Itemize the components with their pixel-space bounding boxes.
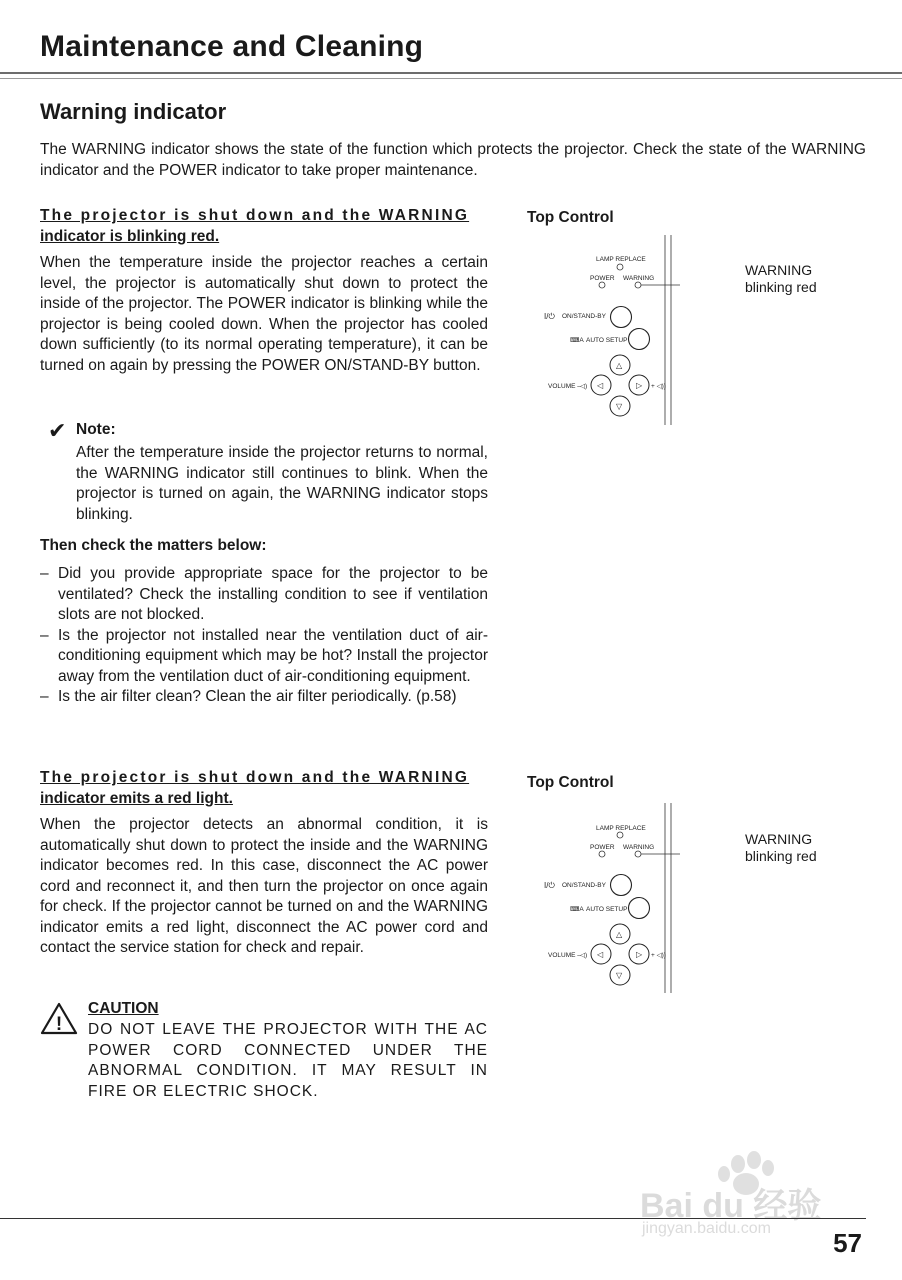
svg-text:!: ! [55,1014,63,1035]
power-indicator [599,282,605,288]
lamp-indicator [617,832,623,838]
svg-text:◁: ◁ [597,381,604,390]
case2-heading-line2: indicator emits a red light. [40,789,233,807]
on-standby-button [611,875,632,896]
list-item: – Is the projector not installed near the ventilation duct of air-conditioning equipment which may be hot? Install the projector away from the ventilation duct of air-conditioning equipment. [40,626,488,688]
volume-plus-icon: + ◁)) [651,383,666,390]
lamp-indicator [617,264,623,270]
title-rule [0,72,902,74]
footer-rule [0,1218,866,1219]
title-rule-thin [0,78,902,79]
caution-label: CAUTION [88,1000,159,1017]
control-panel-diagram [540,235,680,425]
lamp-replace-label: LAMP REPLACE [596,256,646,263]
auto-setup-button [629,898,650,919]
svg-text:▷: ▷ [636,950,643,959]
on-standby-label: ON/STAND-BY [562,313,606,320]
page-title: Maintenance and Cleaning [40,30,424,63]
note-label: Note: [76,421,116,438]
list-item: – Is the air filter clean? Clean the air filter periodically. (p.58) [40,687,488,708]
warning-indicator [635,851,641,857]
svg-text:◁: ◁ [597,950,604,959]
case2-heading-line1: The projector is shut down and the WARNING [40,769,470,786]
svg-text:▽: ▽ [616,971,623,980]
volume-plus-icon: + ◁)) [651,952,666,959]
volume-label: VOLUME – [548,952,581,959]
volume-label: VOLUME – [548,383,581,390]
warning-label: WARNING [623,844,655,851]
lamp-replace-label: LAMP REPLACE [596,825,646,832]
watermark-text: Bai du 经验 [640,1187,822,1225]
section-title: Warning indicator [40,99,227,124]
auto-setup-symbol: ⌨A [570,337,584,344]
warning-label: WARNING [623,275,655,282]
case1-text [40,206,488,376]
auto-setup-symbol: ⌨A [570,906,584,913]
diagram2-title: Top Control [527,774,614,791]
auto-setup-label: AUTO SETUP [586,337,628,344]
intro-paragraph: The WARNING indicator shows the state of the function which protects the projector. Check the state of the WARNING indicator and the POWER indicator to take proper maintenance. [40,141,866,179]
caution-icon [40,1001,78,1035]
case1-heading [40,206,488,247]
diagram1-title: Top Control [527,209,614,226]
svg-text:▷: ▷ [636,381,643,390]
power-symbol: I/⏻ [544,312,555,321]
note-body: After the temperature inside the projector returns to normal, the WARNING indicator still continues to blink. When the projector is turned on again, the WARNING indicator stops blinking. [76,444,488,523]
volume-minus-icon: ◁) [580,952,588,959]
check-heading: Then check the matters below: [40,537,267,554]
auto-setup-button [629,329,650,350]
diagram1-panel [540,235,680,425]
case2-text [40,768,488,959]
case2-body: When the projector detects an abnormal condition, it is automatically shut down to protect the inside and the WARNING indicator becomes red. In this case, disconnect the AC power cord and reconnect it, and then turn the projector on once again for check. If the projector cannot be turned on and the WARNING indicator emits a red light, disconnect the AC power cord and contact the service station for check and repair. [40,816,488,956]
case1-heading-line2: indicator is blinking red. [40,227,220,245]
svg-text:▽: ▽ [616,402,623,411]
power-label: POWER [590,844,615,851]
warning-indicator [635,282,641,288]
on-standby-button [611,307,632,328]
case2-heading [40,768,488,809]
svg-text:△: △ [616,930,623,939]
control-panel-diagram [540,803,680,993]
power-indicator [599,851,605,857]
watermark [640,1150,850,1250]
on-standby-label: ON/STAND-BY [562,882,606,889]
diagram2-panel [540,803,680,993]
volume-minus-icon: ◁) [580,383,588,390]
list-item: – Did you provide appropriate space for the projector to be ventilated? Check the installing condition to see if ventilation slots are not blocked. [40,564,488,626]
auto-setup-label: AUTO SETUP [586,906,628,913]
check-list [40,564,488,708]
case1-heading-line1: The projector is shut down and the WARNING [40,207,470,224]
page-number: 57 [833,1228,862,1258]
power-symbol: I/⏻ [544,881,555,890]
power-label: POWER [590,275,615,282]
svg-text:△: △ [616,361,623,370]
case1-body: When the temperature inside the projector reaches a certain level, the projector is automatically shut down to protect the inside of the projector. The POWER indicator is blinking while the projector is being cooled down. When the projector has cooled down sufficiently (to its normal operating temperature), it can be turned on again by pressing the POWER ON/STAND-BY button. [40,254,488,374]
watermark-url: jingyan.baidu.com [642,1220,771,1237]
caution-body: DO NOT LEAVE THE PROJECTOR WITH THE AC POWER CORD CONNECTED UNDER THE ABNORMAL CONDITION. IT MAY RESULT IN FIRE OR ELECTRIC SHOCK. [88,1021,488,1100]
note-check-icon: ✔ [48,418,67,443]
diagram2-callout: WARNING blinking red [745,831,817,864]
diagram1-callout: WARNING blinking red [745,262,817,295]
